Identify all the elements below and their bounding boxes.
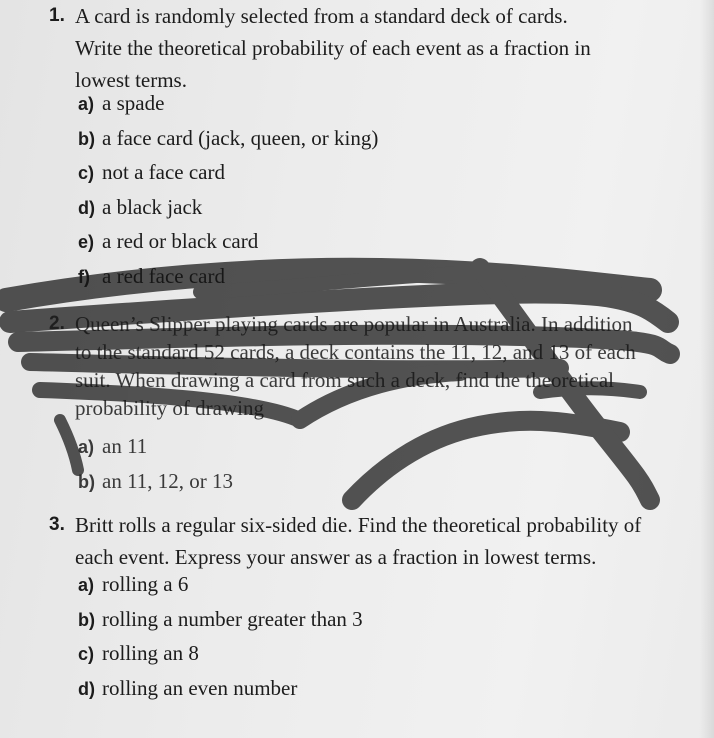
part-b <box>78 464 233 499</box>
part-label: e) <box>78 232 95 253</box>
part-text: not a face card <box>102 160 225 185</box>
stem-line: to the standard 52 cards, a deck contains the 11, 12, and 13 of each <box>75 340 636 364</box>
part-c <box>78 155 378 190</box>
problem-number: 2. <box>49 313 65 334</box>
problem-parts <box>78 567 363 705</box>
scribble-stroke <box>60 420 78 470</box>
stem-line: lowest terms. <box>75 68 187 92</box>
part-label: a) <box>78 94 95 114</box>
part-e <box>78 224 378 259</box>
part-label: b) <box>78 609 95 630</box>
stem-line: Britt rolls a regular six-sided die. Find the theoretical probability of <box>75 513 642 537</box>
part-text: a face card (jack, queen, or king) <box>102 125 379 150</box>
part-label: a) <box>78 575 95 595</box>
part-label: d) <box>78 678 95 699</box>
part-label: b) <box>78 128 95 149</box>
part-c <box>78 636 363 671</box>
stem-line: each event. Express your answer as a fraction in lowest terms. <box>75 545 597 569</box>
part-text: an 11 <box>102 434 148 458</box>
part-label: c) <box>78 644 95 665</box>
problem-number: 1. <box>49 5 65 26</box>
part-d <box>78 190 378 225</box>
stem-line: Queen’s Slipper playing cards are popular in Australia. In addition <box>75 312 633 336</box>
part-a <box>78 429 233 464</box>
stem-line: probability of drawing <box>75 396 264 420</box>
part-text: a red or black card <box>102 229 259 254</box>
part-text: a spade <box>102 91 165 115</box>
part-text: rolling a number greater than 3 <box>102 606 363 631</box>
part-text: a black jack <box>102 194 203 219</box>
stem-line: A card is randomly selected from a standard deck of cards. <box>75 4 568 28</box>
part-d <box>78 671 363 706</box>
part-label: c) <box>78 163 95 184</box>
part-label: f) <box>78 266 90 287</box>
part-text: a red face card <box>102 263 225 288</box>
problem-parts <box>78 429 233 498</box>
stem-line: suit. When drawing a card from such a deck, find the theoretical <box>75 368 614 392</box>
problem-stem <box>75 0 591 96</box>
problem-parts <box>78 86 378 294</box>
part-b <box>78 602 363 637</box>
scribble-stroke <box>352 421 620 500</box>
part-b <box>78 121 378 156</box>
part-f <box>78 259 378 294</box>
stem-line: Write the theoretical probability of each event as a fraction in <box>75 36 591 60</box>
part-text: an 11, 12, or 13 <box>102 468 234 493</box>
part-label: a) <box>78 437 95 457</box>
part-label: b) <box>78 471 95 492</box>
part-label: d) <box>78 197 95 218</box>
part-a <box>78 86 378 121</box>
part-text: rolling an 8 <box>102 641 199 666</box>
problem-stem <box>75 310 636 422</box>
page-edge-shadow <box>700 0 714 738</box>
problem-stem <box>75 509 641 573</box>
part-text: rolling an even number <box>102 675 298 700</box>
part-text: rolling a 6 <box>102 572 189 596</box>
part-a <box>78 567 363 602</box>
problem-number: 3. <box>49 514 65 535</box>
